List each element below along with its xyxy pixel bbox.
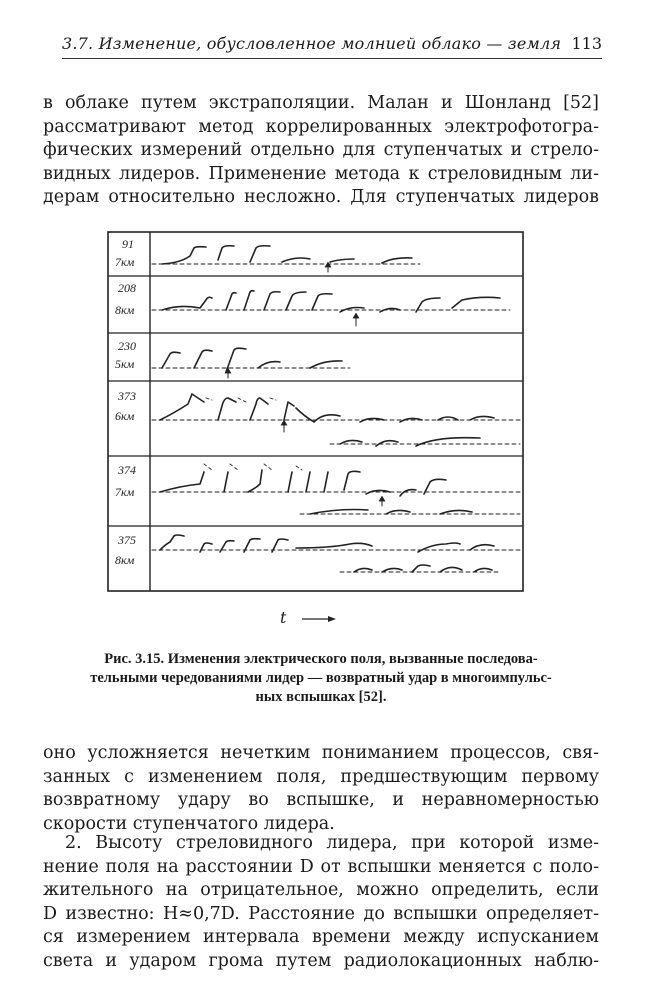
page-number: 113 xyxy=(571,34,602,53)
field-waveform xyxy=(330,259,354,262)
field-waveform xyxy=(470,416,494,420)
field-waveform xyxy=(440,510,472,514)
field-waveform xyxy=(296,543,372,548)
time-axis-label: t xyxy=(280,608,287,627)
time-axis-arrow-icon xyxy=(300,612,340,626)
text-line: фических измерений отдельно для ступенчатых и стрело- xyxy=(43,140,599,160)
row-id-label: 374 xyxy=(118,463,136,477)
field-waveform xyxy=(340,440,362,444)
field-waveform xyxy=(306,472,310,492)
text-line: возвратному удару во вспышке, и неравномерностью xyxy=(43,790,599,810)
field-waveform xyxy=(354,568,372,572)
return-stroke-arrow xyxy=(353,313,359,318)
row-distance-label: 8км xyxy=(115,553,135,567)
field-waveform xyxy=(250,246,270,262)
field-waveform xyxy=(218,246,234,260)
field-waveform xyxy=(160,394,204,420)
field-waveform xyxy=(376,441,398,446)
row-id-label: 373 xyxy=(118,389,136,403)
field-waveform xyxy=(248,470,262,492)
field-waveform xyxy=(412,565,430,572)
field-waveform xyxy=(440,567,462,572)
text-line: оно усложняется нечетким пониманием процессов, свя- xyxy=(43,743,599,763)
text-line: жительного на отрицательное, можно определить, если xyxy=(43,880,599,900)
field-waveform xyxy=(162,352,180,368)
field-waveform xyxy=(218,398,236,420)
return-stroke-arrow xyxy=(281,420,287,425)
row-id-label: 208 xyxy=(118,281,136,295)
field-waveform xyxy=(284,402,294,420)
text-line: ся измерением интервала времени между испусканием xyxy=(43,927,599,947)
field-waveform xyxy=(226,293,236,310)
text-line: 2. Высоту стреловидного лидера, при которой изме- xyxy=(65,833,599,853)
text-line: света и ударом грома путем радиолокационных наблю- xyxy=(43,950,599,971)
field-waveform xyxy=(382,258,412,263)
bottom-paragraph-2 xyxy=(43,832,599,973)
top-paragraph xyxy=(43,92,599,210)
field-waveform xyxy=(160,472,204,492)
field-waveform xyxy=(310,510,368,515)
field-waveform xyxy=(204,464,302,470)
caption-line: Рис. 3.15. Изменения электрического поля, вызванные последова- xyxy=(104,651,538,667)
text-line: нение поля на расстоянии D от вспышки меняется с поло- xyxy=(43,856,599,877)
field-waveform xyxy=(250,398,268,420)
field-waveform xyxy=(324,472,328,492)
field-waveform xyxy=(288,472,292,492)
text-line: в облаке путем экстраполяции. Малан и Шонланд [52] xyxy=(43,93,599,113)
field-waveform xyxy=(382,568,402,572)
row-id-label: 91 xyxy=(122,237,134,251)
field-waveform xyxy=(162,297,212,310)
field-waveform xyxy=(418,543,460,552)
field-change-figure xyxy=(100,226,528,596)
field-waveform xyxy=(470,545,494,550)
figure-caption xyxy=(43,650,599,707)
field-waveform xyxy=(310,361,342,368)
text-line: дерам относительно несложно. Для ступенчатых лидеров xyxy=(43,187,599,207)
row-id-label: 375 xyxy=(118,533,136,547)
field-waveform xyxy=(344,471,360,490)
text-line: D известно: H≈0,7D. Расстояние до вспышки определяет- xyxy=(43,903,599,924)
row-distance-label: 6км xyxy=(115,409,135,423)
text-line: занных с изменением поля, предшествующим первому xyxy=(43,766,599,787)
field-waveform xyxy=(400,490,416,496)
field-waveform xyxy=(312,294,332,310)
return-stroke-arrow xyxy=(379,496,385,501)
field-waveform xyxy=(474,568,492,572)
field-waveform xyxy=(452,297,500,308)
caption-line: тельными чередованиями лидер — возвратный удар в многоимпульс- xyxy=(90,670,552,686)
header-title: 3.7. Изменение, обусловленное молнией облако — земля xyxy=(62,34,562,53)
running-header xyxy=(62,30,602,59)
field-waveform xyxy=(286,292,306,310)
field-waveform xyxy=(162,247,206,264)
row-distance-label: 7км xyxy=(115,485,135,499)
field-waveform xyxy=(224,472,228,492)
row-distance-label: 5км xyxy=(115,357,135,371)
field-waveform xyxy=(438,417,458,420)
row-id-label: 230 xyxy=(118,339,136,353)
text-line: рассматривают метод коррелированных электрофотогра- xyxy=(43,116,599,137)
field-waveform xyxy=(264,292,280,310)
field-waveform xyxy=(244,291,254,310)
field-waveform xyxy=(160,535,184,550)
field-waveform xyxy=(258,362,280,368)
field-waveform xyxy=(194,350,212,368)
text-line: скорости ступенчатого лидера. xyxy=(43,813,335,834)
caption-line: ных вспышках [52]. xyxy=(255,689,387,705)
figure-frame xyxy=(108,232,523,591)
field-waveform xyxy=(416,438,480,446)
text-line: видных лидеров. Применение метода к стреловидным ли- xyxy=(43,163,599,184)
row-distance-label: 7км xyxy=(115,255,135,269)
field-waveform xyxy=(200,543,212,552)
field-waveform xyxy=(386,510,410,514)
field-waveform xyxy=(282,258,310,262)
bottom-paragraph-1 xyxy=(43,742,599,836)
row-distance-label: 8км xyxy=(115,303,135,317)
